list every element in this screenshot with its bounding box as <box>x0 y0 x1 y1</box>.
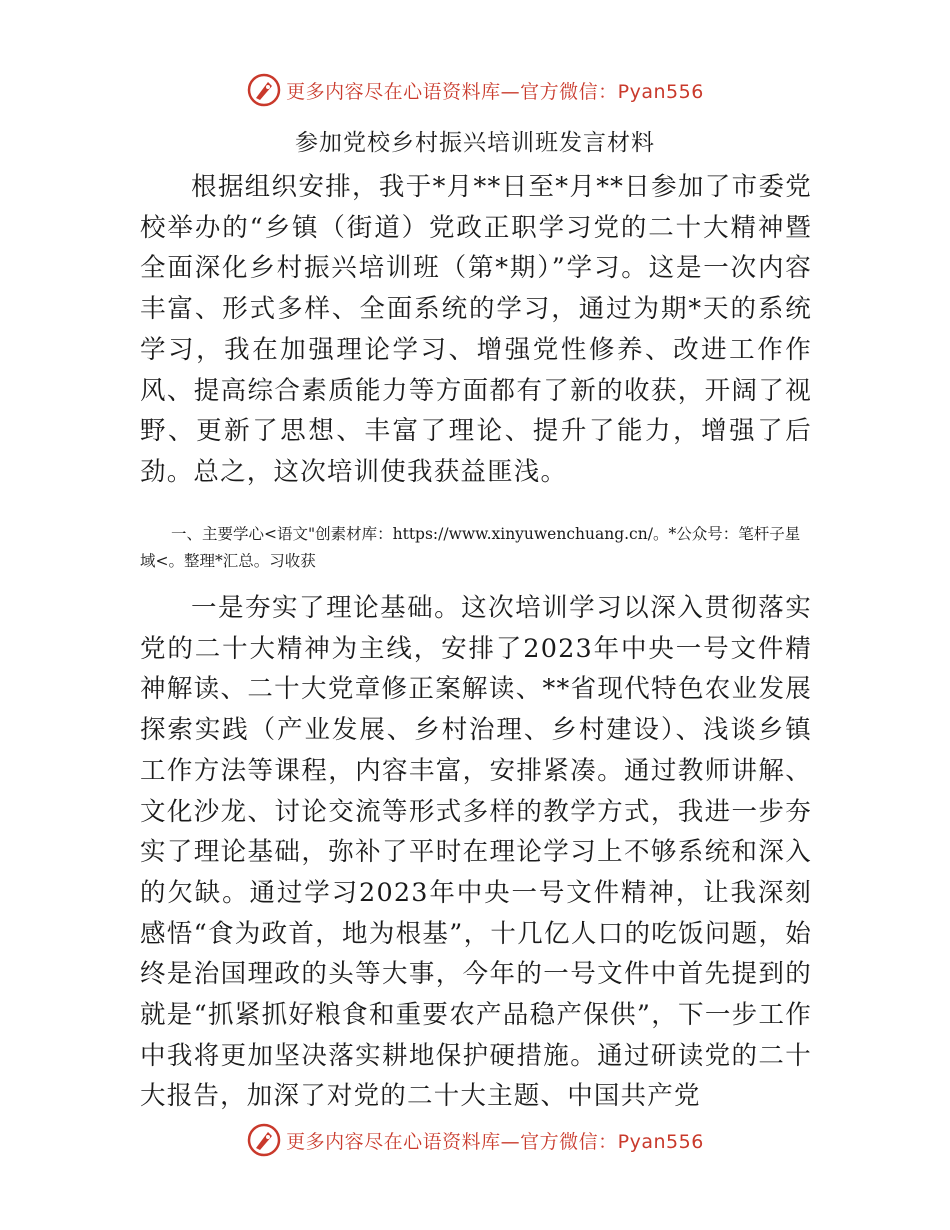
pen-nib-logo-icon <box>246 1122 282 1158</box>
paragraph-theory: 一是夯实了理论基础。这次培训学习以深入贯彻落实党的二十大精神为主线，安排了2023年中央一号文件精神解读、二十大党章修正案解读、**省现代特色农业发展探索实践（产业发展、乡村治理、乡村建设）、浅谈乡镇工作方法等课程，内容丰富，安排紧凑。通过教师讲解、文化沙龙、讨论交流等形式多样的教学方式，我进一步夯实了理论基础，弥补了平时在理论学习上不够系统和深入的欠缺。通过学习2023年中央一号文件精神，让我深刻感悟“食为政首，地为根基”，十几亿人口的吃饭问题，始终是治国理政的头等大事，今年的一号文件中首先提到的就是“抓紧抓好粮食和重要农产品稳产保供”，下一步工作中我将更加坚决落实耕地保护硬措施。通过研读党的二十大报告，加深了对党的二十大主题、中国共产党 <box>140 593 812 1112</box>
section-heading: 一、主要学心<语文"创素材库：https://www.xinyuwenchuang.cn/。*公众号：笔杆子星域<。整理*汇总。习收获 <box>140 525 801 570</box>
header-banner <box>0 70 950 110</box>
footer-banner <box>0 1120 950 1160</box>
footer-banner-text: 更多内容尽在心语资料库—官方微信：Pyan556 <box>286 1130 704 1153</box>
header-banner-text: 更多内容尽在心语资料库—官方微信：Pyan556 <box>286 80 704 103</box>
document-title: 参加党校乡村振兴培训班发言材料 <box>295 130 655 156</box>
paragraph-intro: 根据组织安排，我于*月**日至*月**日参加了市委党校举办的“乡镇（街道）党政正职学习党的二十大精神暨全面深化乡村振兴培训班（第*期）”学习。这是一次内容丰富、形式多样、全面系统的学习，通过为期*天的系统学习，我在加强理论学习、增强党性修养、改进工作作风、提高综合素质能力等方面都有了新的收获，开阔了视野、更新了思想、丰富了理论、提升了能力，增强了后劲。总之，这次培训使我获益匪浅。 <box>140 172 812 487</box>
pen-nib-logo-icon <box>246 72 282 108</box>
